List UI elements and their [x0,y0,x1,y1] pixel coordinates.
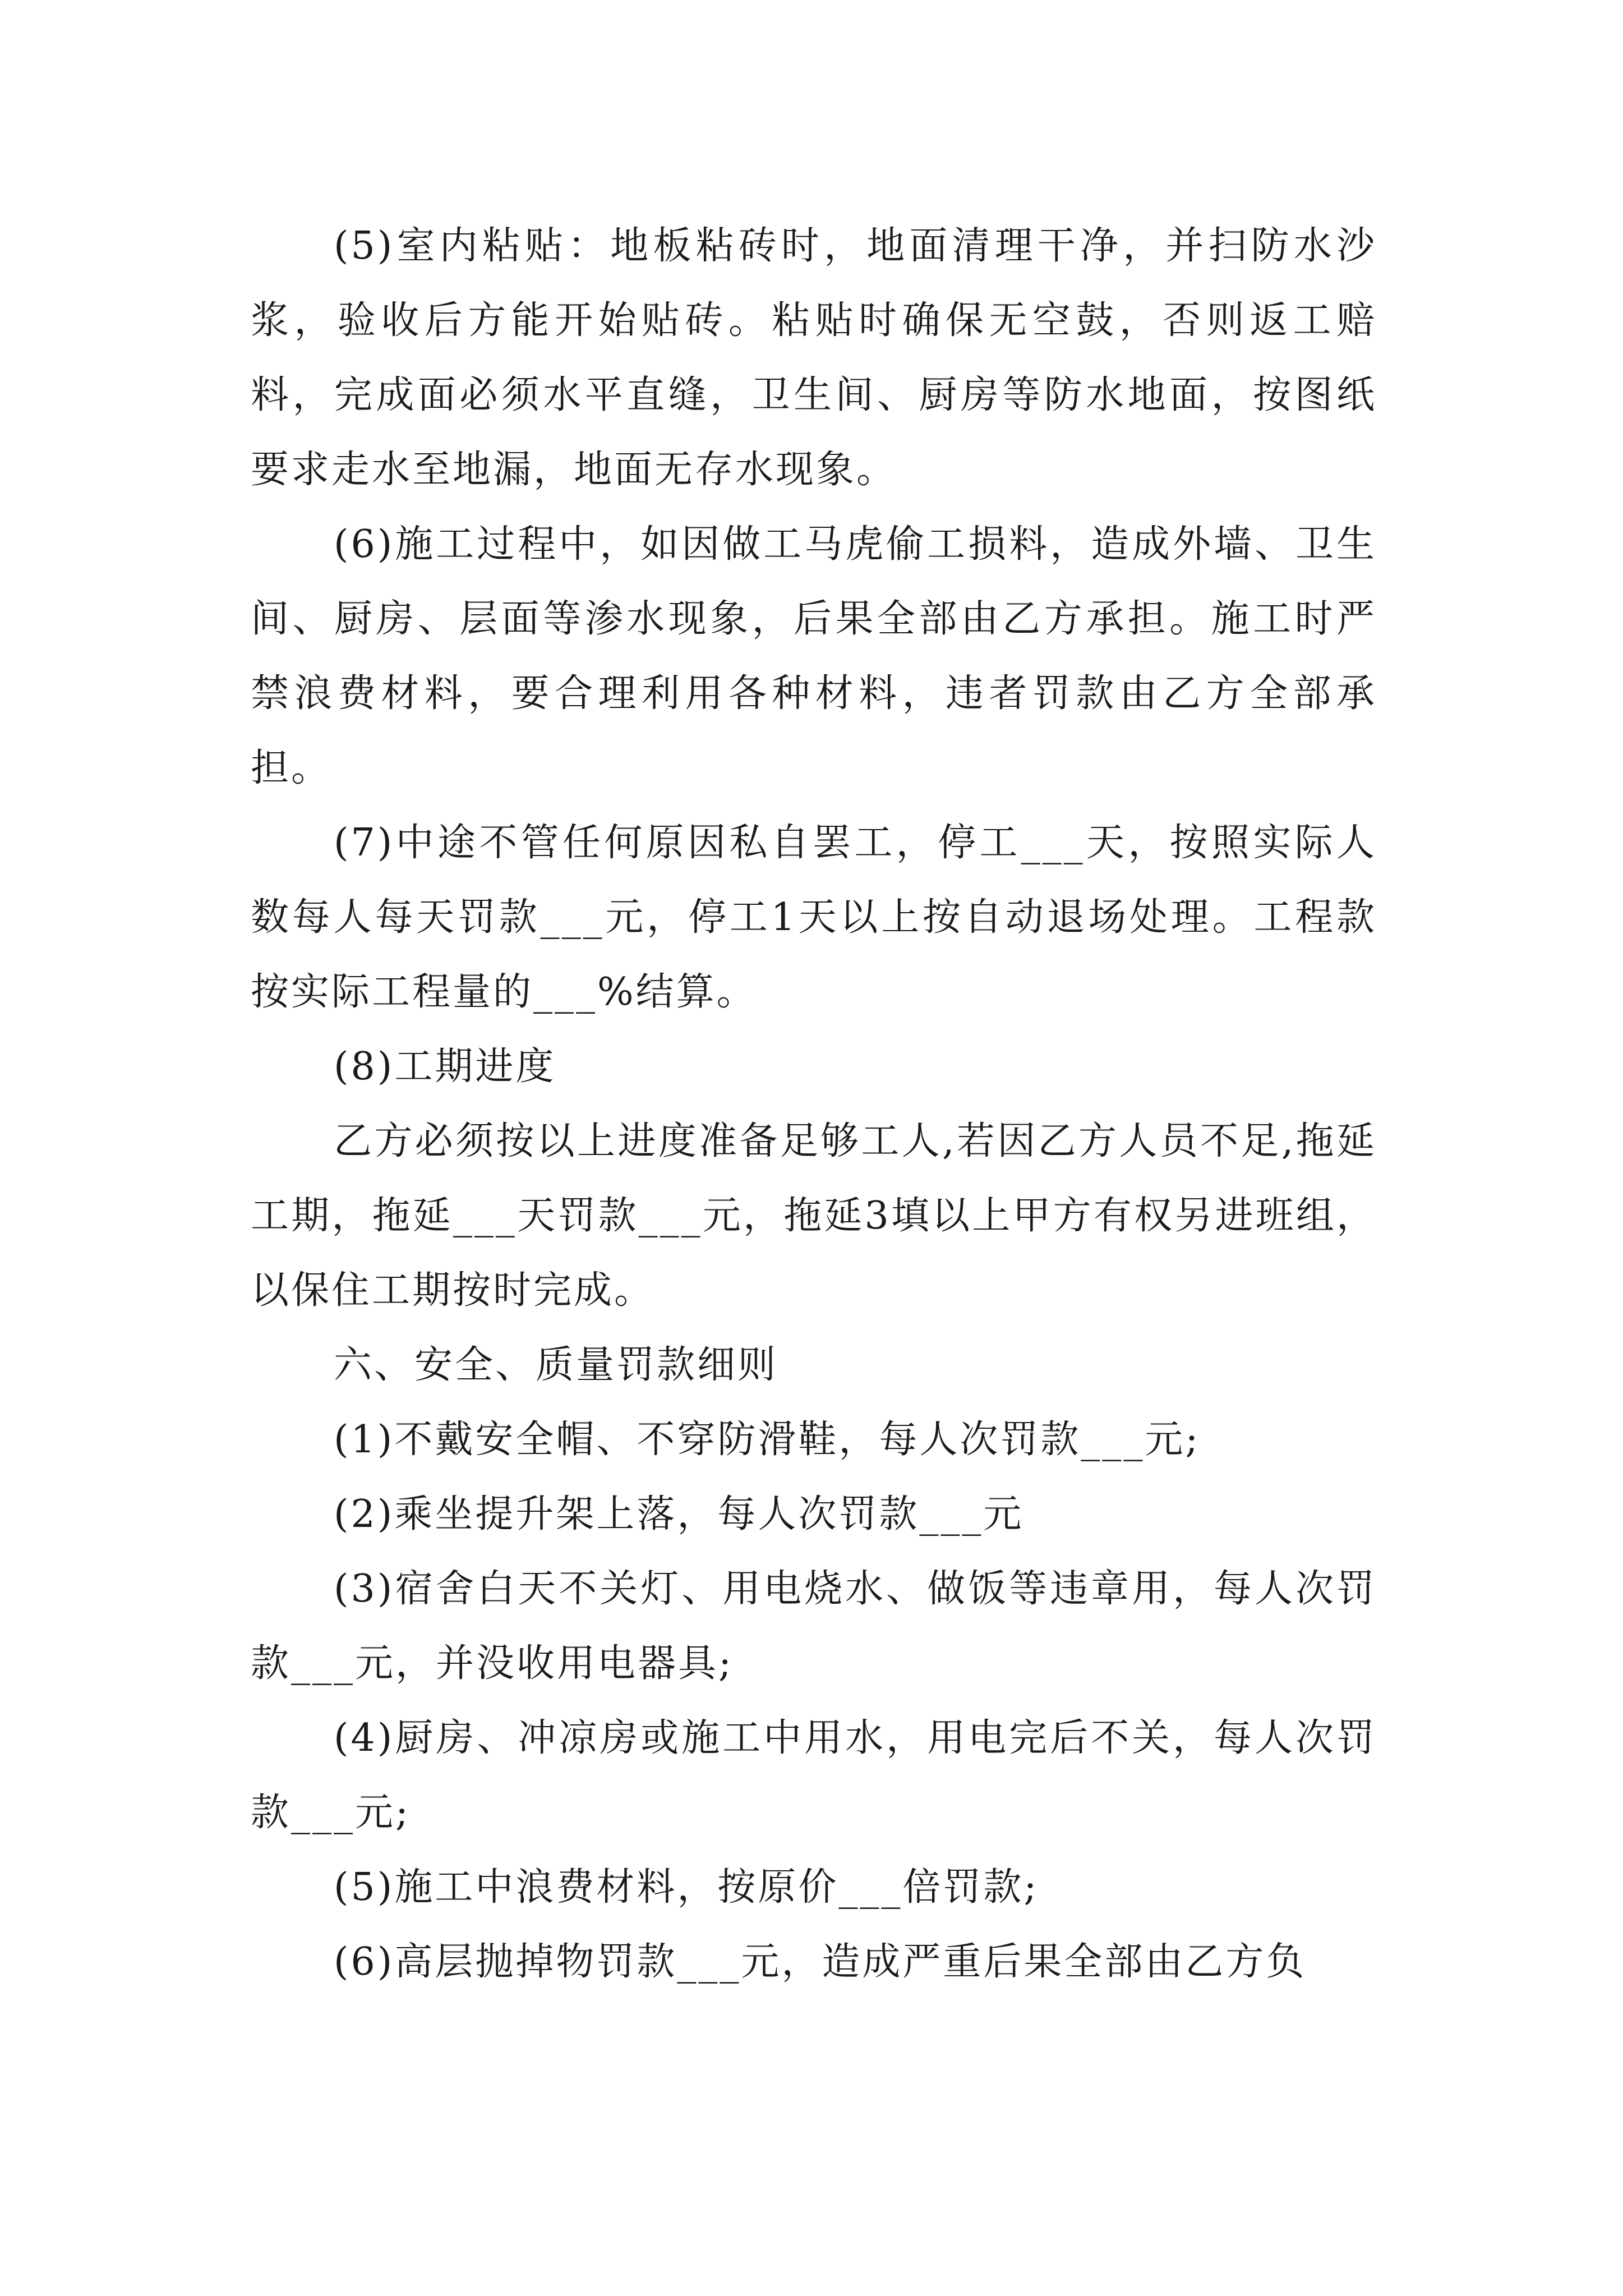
section-heading-safety-quality: 六、安全、质量罚款细则 [334,1343,778,1387]
paragraph-dormitory-rule: (3)宿舍白天不关灯、用电烧水、做饭等违章用，每人次罚款___元，并没收用电器具; [251,1567,1377,1686]
paragraph-strike-penalty: (7)中途不管任何原因私自罢工，停工___天，按照实际人数每人每天罚款___元，停工1天以上按自动退场处理。工程款按实际工程量的___%结算。 [251,821,1377,1014]
paragraph-schedule-heading: (8)工期进度 [334,1045,556,1089]
paragraph-hoist-rule: (2)乘坐提升架上落，每人次罚款___元 [334,1492,1024,1536]
document-body [251,209,1377,1999]
paragraph-throwing-objects-rule: (6)高层抛掉物罚款___元，造成严重后果全部由乙方负 [334,1940,1307,1984]
paragraph-indoor-tiling: (5)室内粘贴：地板粘砖时，地面清理干净，并扫防水沙浆，验收后方能开始贴砖。粘贴时确保无空鼓，否则返工赔料，完成面必须水平直缝，卫生间、厨房等防水地面，按图纸要求走水至地漏，地面无存水现象。 [251,224,1377,492]
paragraph-construction-process: (6)施工过程中，如因做工马虎偷工损料，造成外墙、卫生间、厨房、层面等渗水现象，后果全部由乙方承担。施工时严禁浪费材料，要合理利用各种材料，违者罚款由乙方全部承担。 [251,522,1377,790]
paragraph-helmet-rule: (1)不戴安全帽、不穿防滑鞋，每人次罚款___元; [334,1418,1201,1462]
paragraph-water-power-rule: (4)厨房、冲凉房或施工中用水，用电完后不关，每人次罚款___元; [251,1716,1377,1835]
paragraph-schedule-delay: 乙方必须按以上进度准备足够工人,若因乙方人员不足,拖延工期，拖延___天罚款___元，拖延3填以上甲方有权另进班组，以保住工期按时完成。 [251,1119,1377,1313]
paragraph-material-waste-rule: (5)施工中浪费材料，按原价___倍罚款; [334,1865,1039,1910]
